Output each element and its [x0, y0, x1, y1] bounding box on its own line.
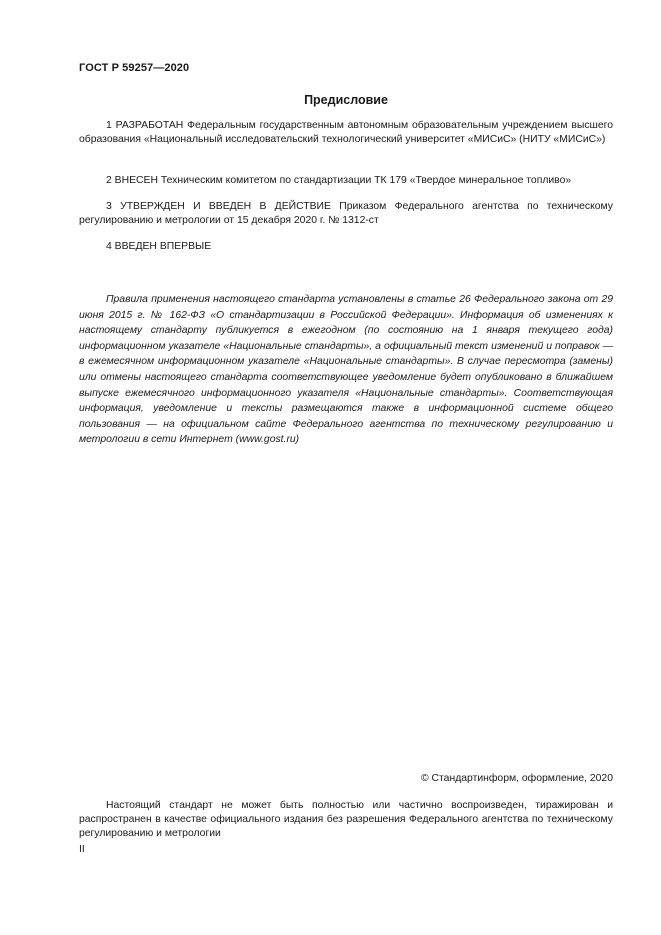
page-number: II — [79, 844, 85, 855]
standard-code-header: ГОСТ Р 59257—2020 — [79, 62, 190, 74]
paragraph-first-introduced: 4 ВВЕДЕН ВПЕРВЫЕ — [106, 241, 212, 252]
application-rules-notice: Правила применения настоящего стандарта установлены в статье 26 Федерального закона от 29 июня 2015 г. № 162-ФЗ «О стандартизации в Российской Федерации». Информация об изменениях к настоящему стандарту публикуется в ежегодном (по состоянию на 1 января текущего года) информационном указателе «Национальные стандарты», а официальный текст изменений и поправок — в ежемесячном информационном указателе «Национальные стандарты». В случае пересмотра (замены) или отмены настоящего стандарта соответствующее уведомление будет опубликовано в ближайшем выпуске ежемесячного информационного указателя «Национальные стандарты». Соответствующая информация, уведомление и тексты размещаются также в информационной системе общего пользования — на официальном сайте Федерального агентства по техническому регулированию и метрологии в сети Интернет (www.gost.ru) — [79, 294, 613, 446]
paragraph-developed-by: 1 РАЗРАБОТАН Федеральным государственным автономным образовательным учреждением высшего образования «Национальный исследовательский технологический университет «МИСиС» (НИТУ «МИСиС») — [79, 120, 613, 146]
copyright-line: © Стандартинформ, оформление, 2020 — [420, 773, 613, 784]
paragraph-introduced-by: 2 ВНЕСЕН Техническим комитетом по стандартизации ТК 179 «Твердое минеральное топливо» — [106, 175, 572, 186]
paragraph-approved: 3 УТВЕРЖДЕН И ВВЕДЕН В ДЕЙСТВИЕ Приказом Федерального агентства по техническому регулированию и метрологии от 15 декабря 2020 г. № 1312-ст — [79, 201, 613, 227]
section-title: Предисловие — [304, 93, 388, 107]
reproduction-rights-notice: Настоящий стандарт не может быть полностью или частично воспроизведен, тиражирован и распространен в качестве официального издания без разрешения Федерального агентства по техническому регулированию и метрологии — [79, 800, 613, 840]
